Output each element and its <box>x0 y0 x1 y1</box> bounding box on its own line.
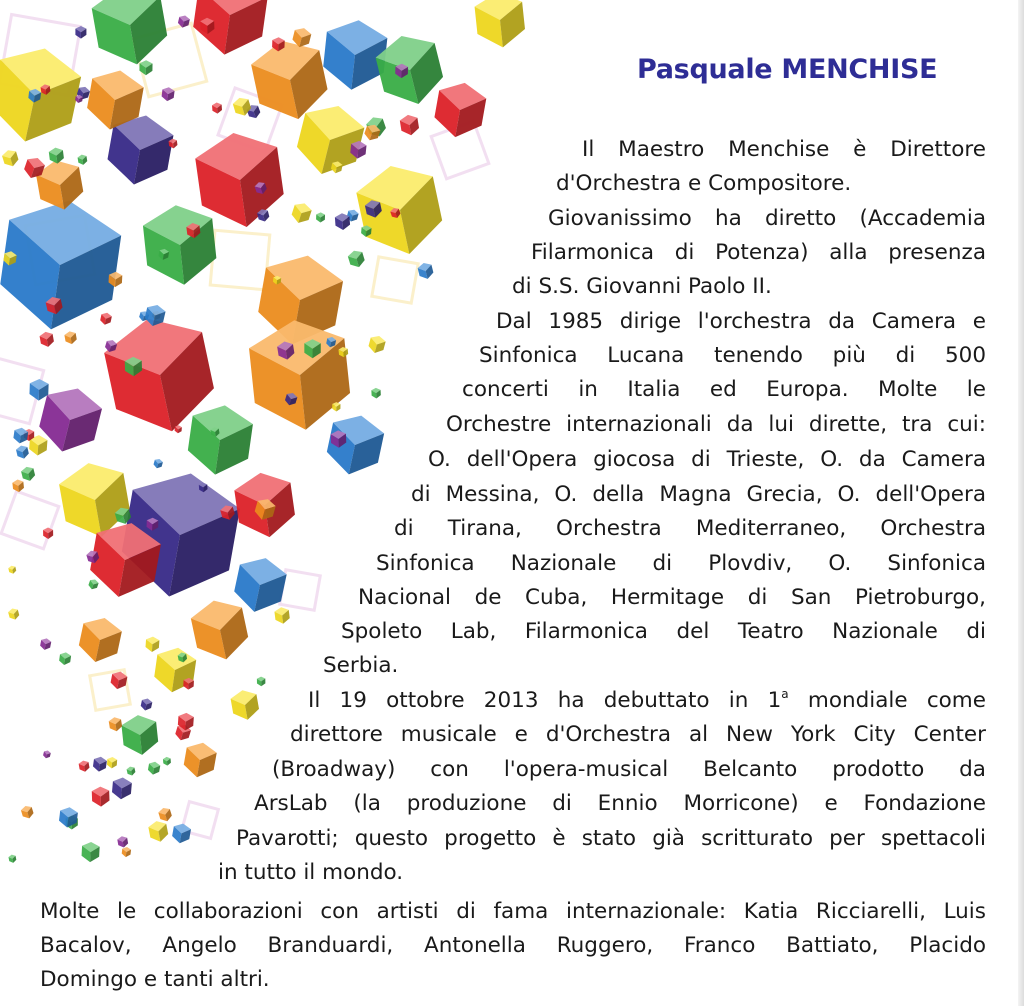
cube-shape <box>81 842 100 863</box>
cube-shape <box>8 854 17 864</box>
cube-shape <box>8 607 21 621</box>
cube-shape <box>29 379 49 401</box>
ordinal-superscript: a <box>781 687 789 701</box>
cube-shape <box>39 331 55 348</box>
cube-shape <box>185 401 255 479</box>
cube-shape <box>15 444 29 460</box>
cube-shape <box>20 804 35 820</box>
cube-shape <box>274 606 290 624</box>
cube-shape <box>247 315 354 434</box>
bio-line-24: Bacalov, Angelo Branduardi, Antonella Ruggero, Franco Battiato, Placido <box>40 933 986 958</box>
cube-shape <box>48 147 64 165</box>
cube-shape <box>39 637 51 651</box>
cube-shape <box>89 0 171 70</box>
outline-square <box>210 230 270 290</box>
cube-shape <box>99 312 112 326</box>
cube-shape <box>59 652 72 666</box>
cube-shape <box>117 835 129 848</box>
cube-shape <box>111 777 132 800</box>
cube-shape <box>20 465 36 482</box>
cube-shape <box>141 202 219 289</box>
bio-line-20: ArsLab (la produzione di Ennio Morricone) e Fondazione <box>254 791 986 816</box>
bio-line-19: (Broadway) con l'opera-musical Belcanto prodotto da <box>272 757 986 782</box>
cube-shape <box>171 822 192 845</box>
bio-line-22: in tutto il mondo. <box>218 860 404 885</box>
cube-shape <box>257 677 266 687</box>
cube-shape <box>0 40 85 150</box>
cube-shape <box>12 479 24 493</box>
cube-shape <box>182 740 218 780</box>
bio-line-9: Orchestre internazionali da lui dirette, tra cui: <box>446 412 986 437</box>
cube-shape <box>121 846 131 857</box>
cube-shape <box>145 636 159 652</box>
bio-line-debut <box>308 684 986 718</box>
bio-line-2: d'Orchestra e Compositore. <box>556 171 852 196</box>
page-title: Pasquale MENCHISE <box>637 54 938 85</box>
debut-text: ha debuttato in 1 <box>557 688 782 713</box>
cube-shape <box>473 0 526 50</box>
cube-shape <box>75 26 86 39</box>
bio-line-16: Serbia. <box>323 653 399 678</box>
cube-shape <box>347 249 366 270</box>
bio-line-14: Nacional de Cuba, Hermitage di San Pietroburgo, <box>358 585 986 610</box>
cube-shape <box>126 766 136 777</box>
bio-line-23: Molte le collaborazioni con artisti di fama internazionale: Katia Ricciarelli, Luis <box>40 899 986 924</box>
cube-shape <box>229 688 260 722</box>
bio-line-5: di S.S. Giovanni Paolo II. <box>512 274 772 299</box>
cube-shape <box>121 713 160 756</box>
bio-line-4: Filarmonica di Potenza) alla presenza <box>531 240 986 265</box>
cube-shape <box>399 114 420 137</box>
bio-line-15: Spoleto Lab, Filarmonica del Teatro Nazionale di <box>341 619 986 644</box>
cube-shape <box>212 102 222 114</box>
cube-shape <box>148 819 170 843</box>
cube-shape <box>64 330 77 345</box>
cube-shape <box>76 614 124 666</box>
bio-line-8: concerti in Italia ed Europa. Molte le <box>462 377 986 402</box>
outline-square <box>1 491 59 549</box>
cube-shape <box>321 17 389 93</box>
cube-shape <box>290 201 313 226</box>
cube-shape <box>157 806 173 823</box>
bio-line-12: di Tirana, Orchestra Mediterraneo, Orchestra <box>394 516 986 541</box>
cube-shape <box>371 388 381 399</box>
cube-shape <box>147 761 160 776</box>
bio-line-25: Domingo e tanti altri. <box>40 967 270 992</box>
cube-shape <box>8 565 17 575</box>
cube-shape <box>107 757 118 769</box>
cube-shape <box>163 757 171 766</box>
bio-line-7: Sinfonica Lucana tenendo più di 500 <box>479 343 986 368</box>
cube-shape <box>367 334 386 355</box>
cube-shape <box>87 578 99 591</box>
bio-line-13: Sinfonica Nazionale di Plovdiv, O. Sinfonica <box>376 551 986 576</box>
debut-tail: mondiale come <box>807 688 986 713</box>
bio-line-3: Giovanissimo ha diretto (Accademia <box>548 206 986 231</box>
cube-shape <box>92 786 110 807</box>
cube-shape <box>77 154 88 166</box>
cube-shape <box>92 756 107 773</box>
cube-shape <box>42 750 51 759</box>
cube-shape <box>153 458 164 470</box>
outline-square <box>372 257 418 303</box>
scan-edge <box>1018 0 1024 1006</box>
bio-line-10: O. dell'Opera giocosa di Trieste, O. da Camera <box>428 447 986 472</box>
cube-shape <box>332 402 340 411</box>
bio-line-18: direttore musicale e d'Orchestra al New York City Center <box>290 722 986 747</box>
bio-line-21: Pavarotti; questo progetto è stato già scritturato per spettacoli <box>236 826 986 851</box>
cube-shape <box>1 148 20 168</box>
cube-shape <box>78 760 90 773</box>
bio-line-1: Il Maestro Menchise è Direttore <box>582 137 986 162</box>
cube-shape <box>108 716 122 732</box>
bio-line-6: Dal 1985 dirige l'orchestra da Camera e <box>496 309 986 334</box>
cube-shape <box>323 410 387 480</box>
cube-shape <box>140 697 153 711</box>
debut-date: Il 19 ottobre 2013 <box>308 688 539 713</box>
cube-shape <box>188 595 252 665</box>
cube-shape <box>13 427 29 445</box>
bio-line-11: di Messina, O. della Magna Grecia, O. dell'Opera <box>411 482 986 507</box>
cube-shape <box>316 212 325 223</box>
